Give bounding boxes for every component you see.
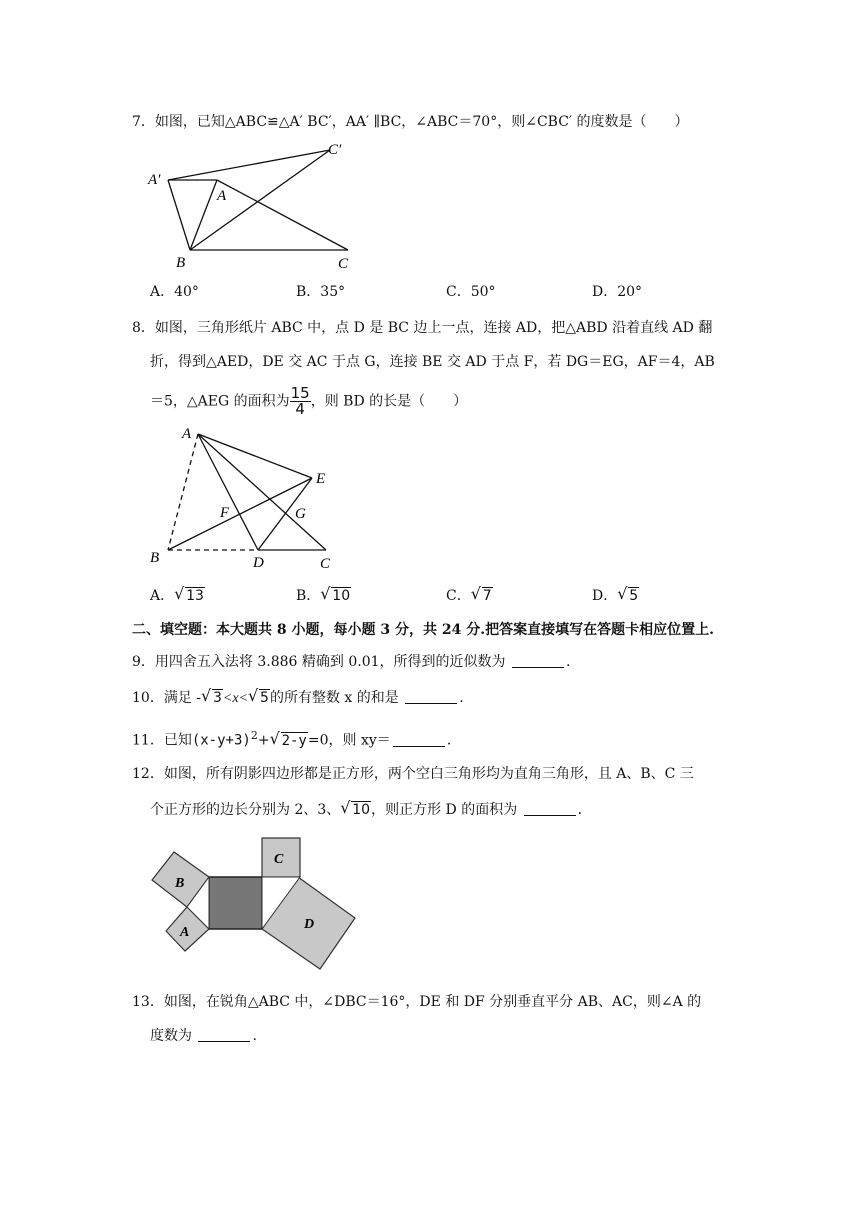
q10-text-pre: 10．满足 - [132,690,201,706]
q7-label-c-prime: C′ [328,142,342,158]
radicand: 5 [629,588,639,604]
q7-stem: 7．如图，已知△ABC≌△A′ BC′，AA′ ∥BC，∠ABC＝70°，则∠CBC′ 的度数是（ ） [132,114,689,130]
q11-stem [132,726,451,751]
q11-text-pre: 11．已知 [132,732,192,749]
fraction-denominator: 4 [295,400,305,418]
q9-end: . [565,654,571,670]
q10-stem [132,688,464,709]
radicand: 5 [260,690,269,706]
sqrt-expression: √ 2-y [269,728,307,749]
fraction-numerator: 15 [290,384,310,402]
radicand: 10 [332,588,351,604]
q8-label-b: B [150,550,160,566]
q8-label-e: E [316,471,326,487]
q8-stem-line3-post: ，则 BD 的长是（ ） [310,393,468,410]
q8-stem-line1: 8．如图，三角形纸片 ABC 中，点 D 是 BC 边上一点，连接 AD，把△ABD 沿着直线 AD 翻 [132,320,713,336]
q8-label-a: A [182,426,192,442]
q12-text-post: ，则正方形 D 的面积为 [371,802,518,818]
q7-option-a[interactable]: A．40° [150,284,199,300]
radicand: 7 [482,588,492,604]
q12-end: . [577,802,583,818]
q11-text-post: =0，则 xy＝ [307,732,391,749]
q8-figure [140,420,350,575]
q11-plus: + [257,732,270,749]
q11-end: . [446,732,452,749]
q12-label-d: D [304,917,315,932]
option-letter: A． [150,588,175,604]
q10-text-post: 的所有整数 x 的和是 [269,690,399,706]
q12-text-pre: 个正方形的边长分别为 2、3、 [150,802,341,818]
q11-expression: (x-y+3) [191,732,251,749]
q8-stem-line3 [150,386,467,417]
q8-area-fraction [290,386,311,417]
q13-end: . [252,1028,257,1044]
q7-label-b: B [176,255,186,271]
radicand: 3 [213,690,222,706]
q8-label-g: G [295,506,306,522]
sqrt-expression: √ 5 [248,686,269,706]
q8-label-c: C [320,556,331,572]
q9-stem [132,652,570,672]
q12-label-b: B [175,876,185,891]
q8-option-c[interactable] [446,586,493,606]
radicand: 10 [352,802,371,818]
q8-stem-line3-pre: ＝5，△AEG 的面积为 [150,393,290,410]
q7-label-a: A [217,188,227,204]
option-letter: C． [446,588,471,604]
sqrt-expression: √ 5 [617,584,639,604]
sqrt-expression: √ 3 [201,686,222,706]
central-square [209,877,262,929]
q7-figure [140,138,370,278]
option-letter: D． [592,588,618,604]
q7-option-d[interactable]: D．20° [592,284,643,300]
q13-text-pre: 度数为 [150,1028,192,1044]
q9-text: 9．用四舍五入法将 3.886 精确到 0.01，所得到的近似数为 [132,654,506,670]
q10-inequality: <x< [222,691,249,706]
radicand: 2-y [281,732,307,749]
q8-label-d: D [253,555,264,571]
answer-blank[interactable] [405,689,457,704]
q8-label-f: F [220,505,230,521]
q8-option-d[interactable] [592,586,639,606]
answer-blank[interactable] [198,1027,250,1042]
q13-stem-line1: 13．如图，在锐角△ABC 中，∠DBC＝16°，DE 和 DF 分别垂直平分 AB、AC，则∠A 的 [132,994,702,1010]
q12-label-a: A [180,925,190,940]
q7-option-b[interactable]: B．35° [296,284,346,300]
q8-option-b[interactable] [296,586,351,606]
q12-label-c: C [274,852,284,867]
sqrt-expression: √ 13 [174,584,204,604]
q13-stem-line2 [150,1026,257,1046]
q12-figure [140,830,370,980]
q11-exponent: 2 [250,729,258,742]
q8-option-a[interactable] [150,586,205,606]
sqrt-expression: √ 10 [320,584,351,604]
q7-label-c: C [338,256,349,272]
answer-blank[interactable] [524,801,576,816]
q12-stem-line1: 12．如图，所有阴影四边形都是正方形，两个空白三角形均为直角三角形，且 A、B、C 三 [132,766,694,782]
q12-stem-line2 [150,800,582,820]
sqrt-expression: √ 7 [470,584,492,604]
q7-label-a-prime: A′ [148,172,161,188]
answer-blank[interactable] [393,732,445,747]
answer-blank[interactable] [512,653,564,668]
sqrt-expression: √ 10 [340,798,371,818]
option-letter: B． [296,588,321,604]
q10-end: . [459,690,464,706]
q7-option-c[interactable]: C．50° [446,284,496,300]
q8-stem-line2: 折，得到△AED，DE 交 AC 于点 G，连接 BE 交 AD 于点 F，若 DG＝EG，AF＝4，AB [150,354,715,370]
radicand: 13 [186,588,204,604]
section-heading: 二、填空题：本大题共 8 小题，每小题 3 分，共 24 分.把答案直接填写在答题卡相应位置上. [132,622,714,638]
